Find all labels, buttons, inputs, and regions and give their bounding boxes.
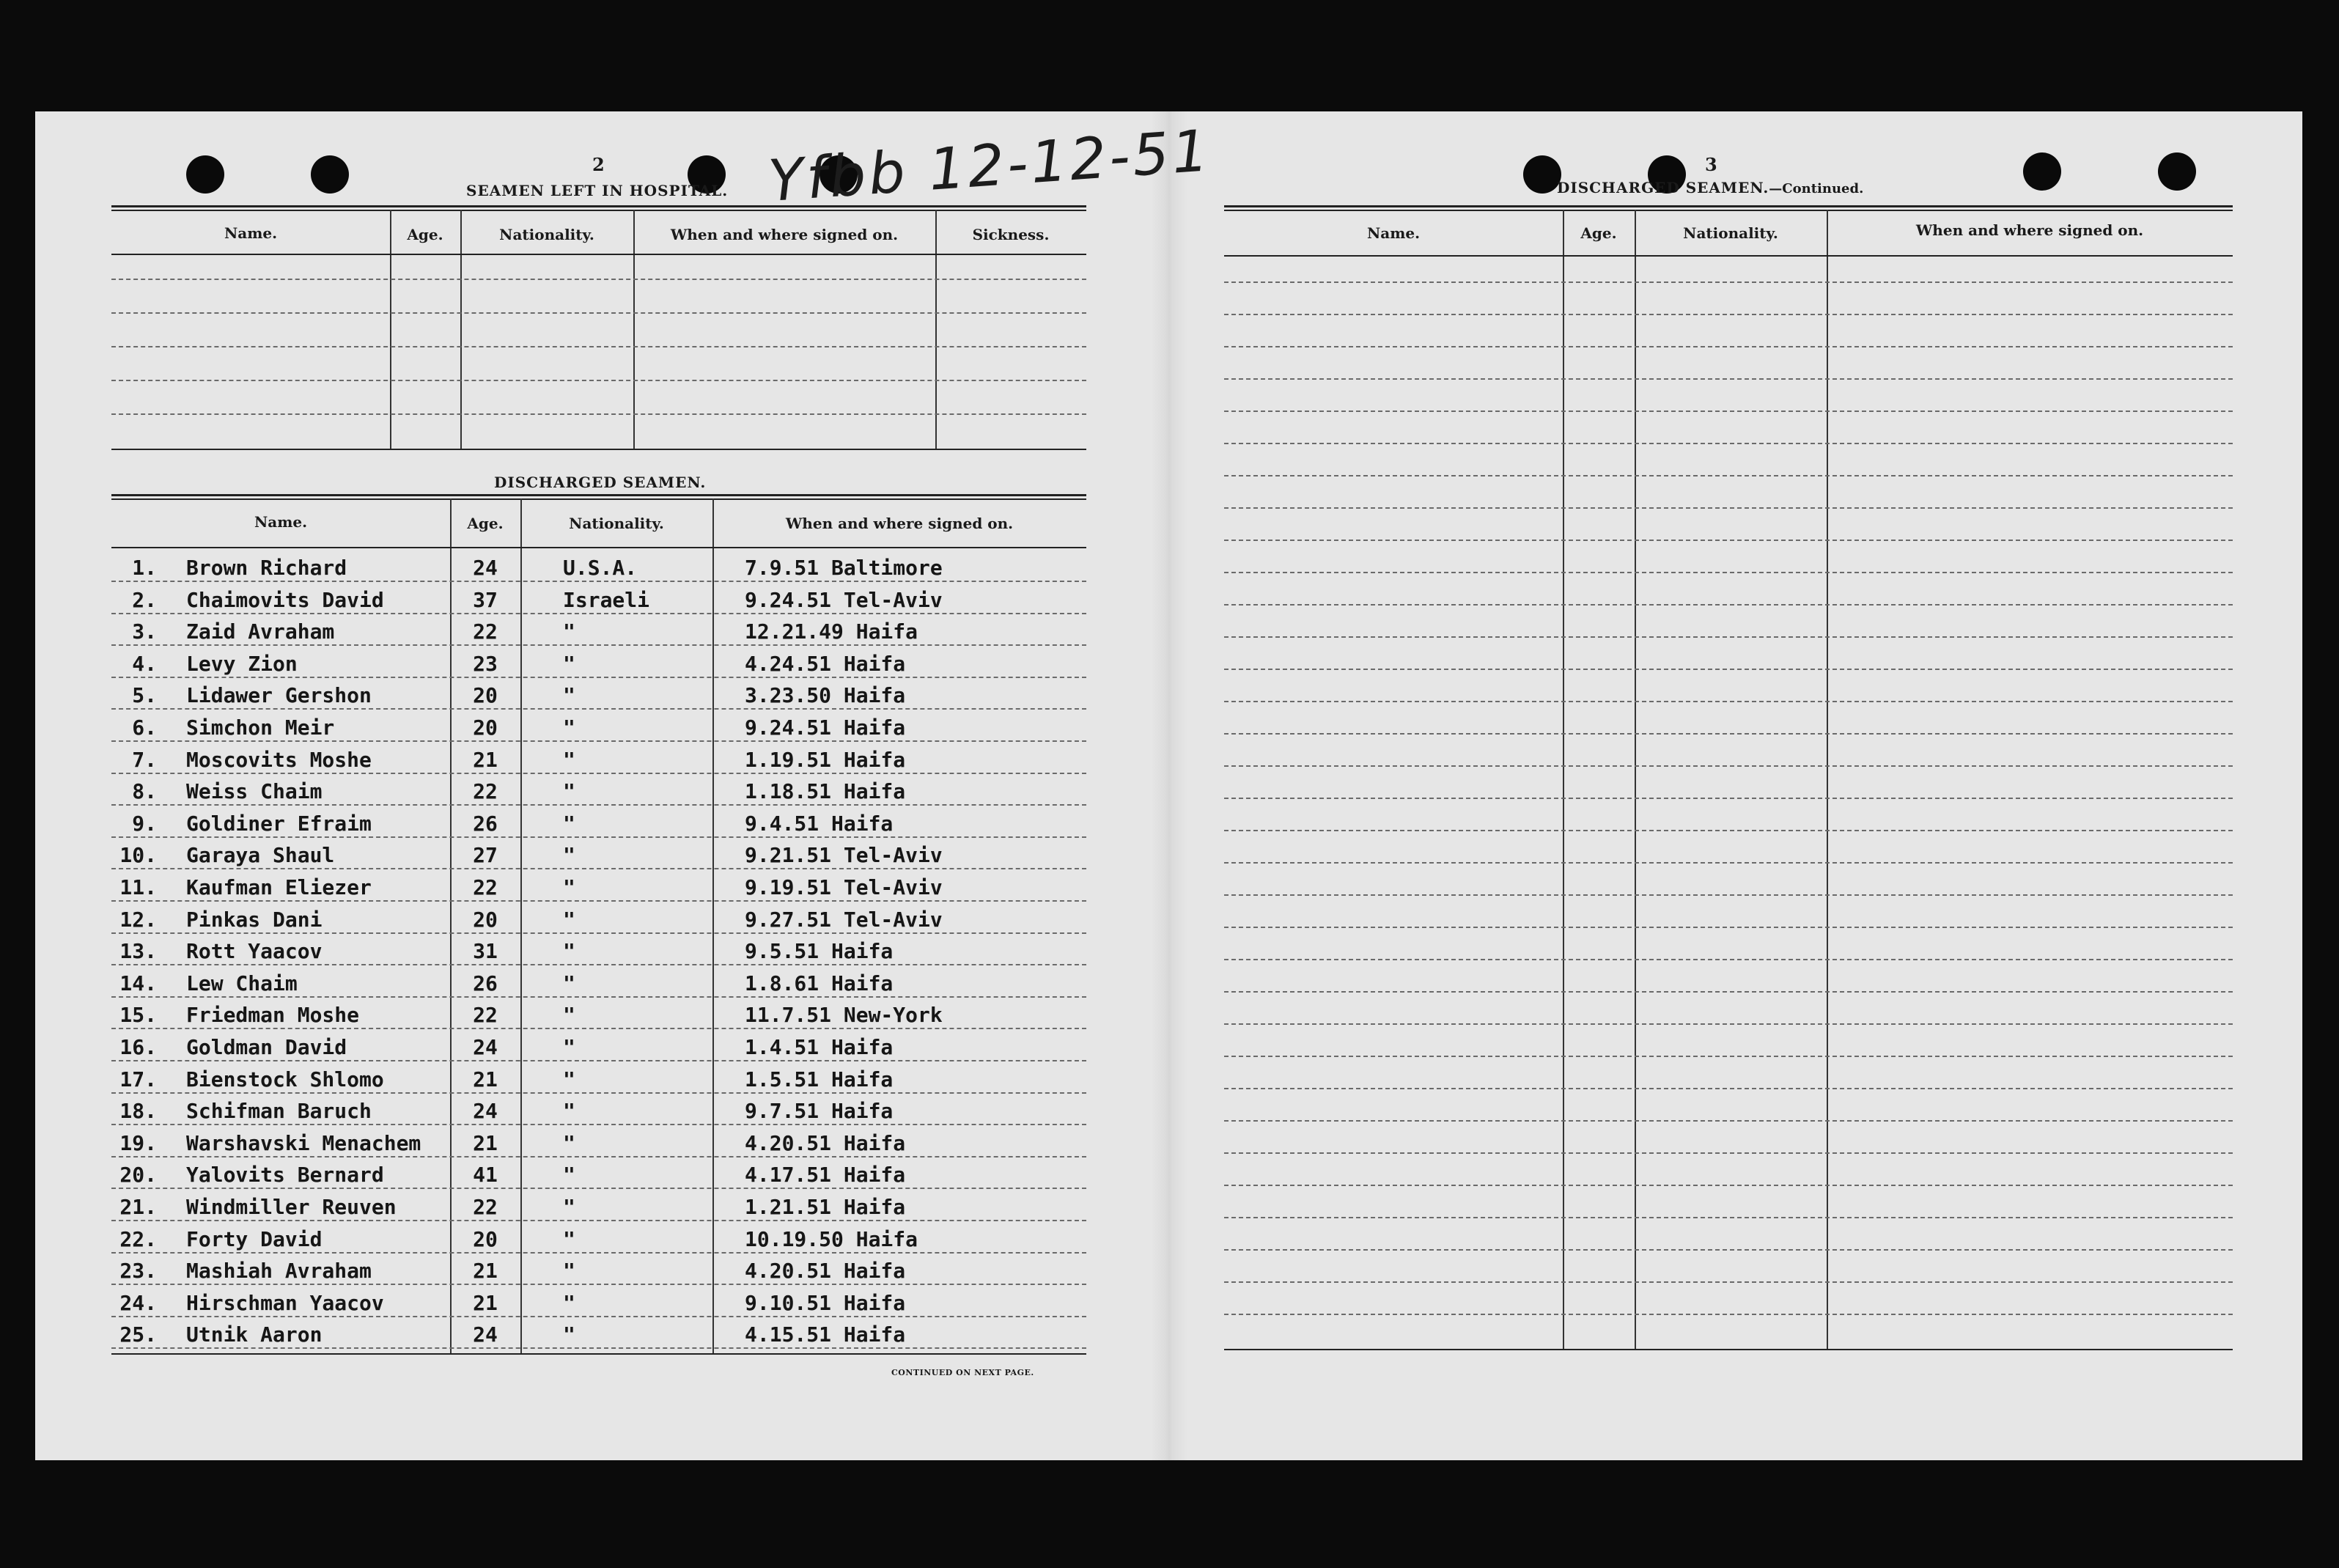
seaman-signed-on: 9.10.51 Haifa	[745, 1290, 906, 1315]
col-head-signed: When and where signed on.	[670, 226, 899, 243]
seaman-nationality: "	[563, 651, 575, 676]
col-head-signed: When and where signed on.	[785, 515, 1014, 532]
punch-hole	[311, 155, 349, 194]
seaman-name: Friedman Moshe	[186, 1003, 360, 1028]
table-row	[111, 806, 1086, 837]
seaman-age: 20	[473, 1226, 498, 1251]
ruled-line	[111, 380, 1086, 381]
row-number: 1.	[132, 556, 157, 580]
seaman-age: 20	[473, 907, 498, 932]
ruled-line	[1224, 604, 2233, 606]
seaman-name: Bienstock Shlomo	[186, 1067, 384, 1092]
seaman-name: Levy Zion	[186, 651, 298, 676]
table-row	[111, 902, 1086, 933]
seaman-nationality: "	[563, 1067, 575, 1092]
ruled-line	[1224, 798, 2233, 799]
seaman-signed-on: 4.20.51 Haifa	[745, 1259, 906, 1284]
ruled-line	[111, 279, 1086, 280]
table-bottom-rule	[111, 449, 1086, 450]
table-rule	[111, 498, 1086, 500]
row-number: 13.	[119, 939, 157, 964]
seaman-nationality: "	[563, 779, 575, 804]
col-head-nationality: Nationality.	[569, 515, 664, 532]
table-row	[111, 1029, 1086, 1061]
col-head-age: Age.	[467, 515, 504, 532]
discharged-continued-title-text: DISCHARGED SEAMEN.	[1557, 179, 1769, 196]
table-rule	[111, 210, 1086, 211]
seaman-age: 22	[473, 1195, 498, 1219]
seaman-name: Simchon Meir	[186, 715, 335, 740]
seaman-name: Moscovits Moshe	[186, 747, 372, 772]
seaman-signed-on: 1.8.61 Haifa	[745, 971, 894, 995]
seaman-signed-on: 9.24.51 Tel-Aviv	[745, 587, 943, 612]
seaman-signed-on: 1.4.51 Haifa	[745, 1035, 894, 1059]
ruled-line	[1224, 1249, 2233, 1251]
discharged-section-title: DISCHARGED SEAMEN.	[494, 474, 707, 491]
discharged-continued-suffix: —Continued.	[1769, 181, 1864, 196]
row-number: 4.	[132, 651, 157, 676]
seaman-nationality: "	[563, 1322, 575, 1347]
seaman-nationality: "	[563, 715, 575, 740]
seaman-age: 26	[473, 971, 498, 995]
seaman-name: Lidawer Gershon	[186, 683, 372, 708]
seaman-signed-on: 4.15.51 Haifa	[745, 1322, 906, 1347]
table-bottom-rule	[1224, 1349, 2233, 1350]
seaman-signed-on: 1.19.51 Haifa	[745, 747, 906, 772]
seaman-nationality: "	[563, 683, 575, 708]
seaman-signed-on: 3.23.50 Haifa	[745, 683, 906, 708]
table-row	[111, 1221, 1086, 1253]
ruled-line	[1224, 475, 2233, 476]
seaman-signed-on: 9.5.51 Haifa	[745, 939, 894, 964]
column-divider	[1827, 210, 1828, 1349]
ruled-line	[1224, 669, 2233, 670]
column-divider	[1635, 210, 1636, 1349]
discharged-continued-table	[1224, 205, 2233, 1334]
seaman-nationality: "	[563, 1035, 575, 1059]
table-row	[111, 1253, 1086, 1284]
seaman-age: 21	[473, 1259, 498, 1284]
page-fold	[1151, 111, 1187, 1460]
table-row	[111, 837, 1086, 869]
table-row	[111, 582, 1086, 614]
seaman-nationality: "	[563, 1290, 575, 1315]
row-number: 10.	[119, 843, 157, 868]
table-row	[111, 997, 1086, 1028]
seaman-signed-on: 9.24.51 Haifa	[745, 715, 906, 740]
seaman-nationality: "	[563, 1226, 575, 1251]
row-number: 20.	[119, 1163, 157, 1188]
seaman-age: 22	[473, 619, 498, 644]
seaman-nationality: "	[563, 875, 575, 899]
table-row	[111, 646, 1086, 677]
seaman-nationality: U.S.A.	[563, 556, 638, 580]
column-divider	[1563, 210, 1564, 1349]
crew-list-sheet	[35, 111, 2302, 1460]
seaman-name: Windmiller Reuven	[186, 1195, 397, 1219]
ruled-line	[111, 346, 1086, 347]
ruled-line	[1224, 443, 2233, 444]
seaman-age: 27	[473, 843, 498, 868]
seaman-signed-on: 1.21.51 Haifa	[745, 1195, 906, 1219]
col-head-age: Age.	[1580, 224, 1617, 242]
row-number: 15.	[119, 1003, 157, 1028]
table-row	[111, 1317, 1086, 1348]
seaman-name: Goldman David	[186, 1035, 347, 1059]
seaman-nationality: "	[563, 971, 575, 995]
row-number: 12.	[119, 907, 157, 932]
seaman-age: 24	[473, 1322, 498, 1347]
ruled-line	[1224, 959, 2233, 960]
seaman-signed-on: 11.7.51 New-York	[745, 1003, 943, 1028]
header-underline	[111, 254, 1086, 255]
seaman-name: Brown Richard	[186, 556, 347, 580]
table-row	[111, 1285, 1086, 1317]
seaman-age: 22	[473, 1003, 498, 1028]
seaman-age: 22	[473, 875, 498, 899]
ruled-line	[111, 312, 1086, 314]
table-row	[111, 773, 1086, 805]
seaman-name: Forty David	[186, 1226, 323, 1251]
row-number: 18.	[119, 1099, 157, 1124]
ruled-line	[1224, 991, 2233, 993]
table-bottom-rule	[111, 1353, 1086, 1355]
page-number-left: 2	[592, 154, 605, 175]
table-row	[111, 1061, 1086, 1093]
table-row	[111, 677, 1086, 709]
seaman-nationality: Israeli	[563, 587, 650, 612]
table-row	[111, 550, 1086, 581]
seaman-name: Chaimovits David	[186, 587, 384, 612]
punch-hole	[2023, 152, 2061, 191]
ruled-line	[1224, 1088, 2233, 1089]
ruled-line	[1224, 572, 2233, 573]
seaman-age: 21	[473, 747, 498, 772]
ruled-line	[1224, 733, 2233, 735]
ruled-line	[1224, 636, 2233, 638]
table-rule	[1224, 205, 2233, 207]
row-number: 25.	[119, 1322, 157, 1347]
header-underline	[1224, 255, 2233, 257]
table-row	[111, 710, 1086, 741]
ruled-line	[1224, 346, 2233, 347]
seaman-signed-on: 9.27.51 Tel-Aviv	[745, 907, 943, 932]
seaman-name: Weiss Chaim	[186, 779, 323, 804]
ruled-line	[1224, 830, 2233, 831]
header-underline	[111, 547, 1086, 548]
ruled-line	[1224, 378, 2233, 380]
row-number: 11.	[119, 875, 157, 899]
row-number: 8.	[132, 779, 157, 804]
table-row	[111, 614, 1086, 645]
discharged-table	[111, 494, 1086, 1359]
seaman-signed-on: 10.19.50 Haifa	[745, 1226, 918, 1251]
col-head-signed: When and where signed on.	[1915, 221, 2144, 239]
seaman-age: 21	[473, 1067, 498, 1092]
seaman-nationality: "	[563, 1195, 575, 1219]
seaman-age: 22	[473, 779, 498, 804]
col-head-nationality: Nationality.	[1683, 224, 1778, 242]
ruled-line	[1224, 1120, 2233, 1122]
row-number: 24.	[119, 1290, 157, 1315]
ruled-line	[111, 413, 1086, 415]
seaman-age: 21	[473, 1290, 498, 1315]
table-rule	[111, 494, 1086, 496]
seaman-name: Utnik Aaron	[186, 1322, 323, 1347]
seaman-name: Warshavski Menachem	[186, 1130, 421, 1155]
col-head-age: Age.	[407, 226, 443, 243]
seaman-name: Garaya Shaul	[186, 843, 335, 868]
seaman-age: 24	[473, 1035, 498, 1059]
table-row	[111, 869, 1086, 901]
ruled-line	[1224, 314, 2233, 315]
ruled-line	[1224, 1056, 2233, 1057]
punch-hole	[186, 155, 224, 194]
seaman-signed-on: 12.21.49 Haifa	[745, 619, 918, 644]
punch-hole	[1523, 155, 1561, 194]
table-row	[111, 742, 1086, 773]
ruled-line	[1224, 540, 2233, 541]
table-row	[111, 1157, 1086, 1188]
table-rule	[111, 205, 1086, 207]
col-head-nationality: Nationality.	[499, 226, 594, 243]
seaman-signed-on: 4.20.51 Haifa	[745, 1130, 906, 1155]
seaman-signed-on: 7.9.51 Baltimore	[745, 556, 943, 580]
ruled-line	[1224, 507, 2233, 509]
table-row	[111, 965, 1086, 997]
seaman-nationality: "	[563, 907, 575, 932]
row-number: 23.	[119, 1259, 157, 1284]
seaman-nationality: "	[563, 1003, 575, 1028]
seaman-name: Schifman Baruch	[186, 1099, 372, 1124]
row-number: 21.	[119, 1195, 157, 1219]
seaman-name: Yalovits Bernard	[186, 1163, 384, 1188]
seaman-age: 37	[473, 587, 498, 612]
seaman-age: 41	[473, 1163, 498, 1188]
row-number: 5.	[132, 683, 157, 708]
seaman-name: Hirschman Yaacov	[186, 1290, 384, 1315]
ruled-line	[1224, 1314, 2233, 1315]
seaman-name: Pinkas Dani	[186, 907, 323, 932]
seaman-age: 20	[473, 715, 498, 740]
seaman-nationality: "	[563, 619, 575, 644]
col-head-name: Name.	[1366, 224, 1421, 242]
seaman-name: Zaid Avraham	[186, 619, 335, 644]
ruled-line	[111, 1347, 1086, 1349]
seaman-name: Lew Chaim	[186, 971, 298, 995]
seaman-name: Mashiah Avraham	[186, 1259, 372, 1284]
ruled-line	[1224, 1152, 2233, 1154]
row-number: 22.	[119, 1226, 157, 1251]
ruled-line	[1224, 1185, 2233, 1186]
seaman-signed-on: 9.19.51 Tel-Aviv	[745, 875, 943, 899]
seaman-age: 23	[473, 651, 498, 676]
seaman-nationality: "	[563, 843, 575, 868]
col-head-name: Name.	[224, 224, 278, 242]
seaman-nationality: "	[563, 1130, 575, 1155]
row-number: 9.	[132, 811, 157, 836]
table-row	[111, 1093, 1086, 1125]
table-rule	[1224, 210, 2233, 211]
seaman-age: 20	[473, 683, 498, 708]
row-number: 17.	[119, 1067, 157, 1092]
seaman-signed-on: 9.7.51 Haifa	[745, 1099, 894, 1124]
ruled-line	[1224, 1023, 2233, 1025]
ruled-line	[1224, 894, 2233, 896]
ruled-line	[1224, 1217, 2233, 1218]
ruled-line	[1224, 765, 2233, 767]
row-number: 7.	[132, 747, 157, 772]
seaman-nationality: "	[563, 939, 575, 964]
seaman-name: Kaufman Eliezer	[186, 875, 372, 899]
seaman-age: 21	[473, 1130, 498, 1155]
col-head-name: Name.	[254, 513, 308, 531]
row-number: 6.	[132, 715, 157, 740]
handwritten-note: Yfbb 12-12-51	[766, 118, 1214, 215]
page-number-right: 3	[1705, 154, 1717, 175]
discharged-continued-title	[1557, 179, 1863, 196]
seaman-nationality: "	[563, 811, 575, 836]
row-number: 2.	[132, 587, 157, 612]
ruled-line	[1224, 411, 2233, 412]
continued-note: CONTINUED ON NEXT PAGE.	[891, 1368, 1034, 1377]
hospital-section-title: SEAMEN LEFT IN HOSPITAL.	[466, 182, 729, 199]
row-number: 19.	[119, 1130, 157, 1155]
seaman-nationality: "	[563, 1259, 575, 1284]
col-head-sickness: Sickness.	[972, 226, 1050, 243]
table-row	[111, 1125, 1086, 1157]
seaman-age: 24	[473, 556, 498, 580]
seaman-name: Rott Yaacov	[186, 939, 323, 964]
seaman-signed-on: 1.5.51 Haifa	[745, 1067, 894, 1092]
row-number: 16.	[119, 1035, 157, 1059]
row-number: 3.	[132, 619, 157, 644]
seaman-signed-on: 1.18.51 Haifa	[745, 779, 906, 804]
row-number: 14.	[119, 971, 157, 995]
ruled-line	[1224, 701, 2233, 702]
seaman-name: Goldiner Efraim	[186, 811, 372, 836]
seaman-signed-on: 9.21.51 Tel-Aviv	[745, 843, 943, 868]
table-row	[111, 933, 1086, 965]
seaman-nationality: "	[563, 1163, 575, 1188]
ruled-line	[1224, 281, 2233, 283]
ruled-line	[1224, 1281, 2233, 1283]
seaman-signed-on: 4.17.51 Haifa	[745, 1163, 906, 1188]
seaman-nationality: "	[563, 747, 575, 772]
seaman-age: 24	[473, 1099, 498, 1124]
table-row	[111, 1189, 1086, 1221]
punch-hole	[2158, 152, 2196, 191]
seaman-age: 26	[473, 811, 498, 836]
ruled-line	[1224, 862, 2233, 864]
seaman-signed-on: 4.24.51 Haifa	[745, 651, 906, 676]
ruled-line	[1224, 927, 2233, 928]
seaman-signed-on: 9.4.51 Haifa	[745, 811, 894, 836]
seaman-nationality: "	[563, 1099, 575, 1124]
seaman-age: 31	[473, 939, 498, 964]
